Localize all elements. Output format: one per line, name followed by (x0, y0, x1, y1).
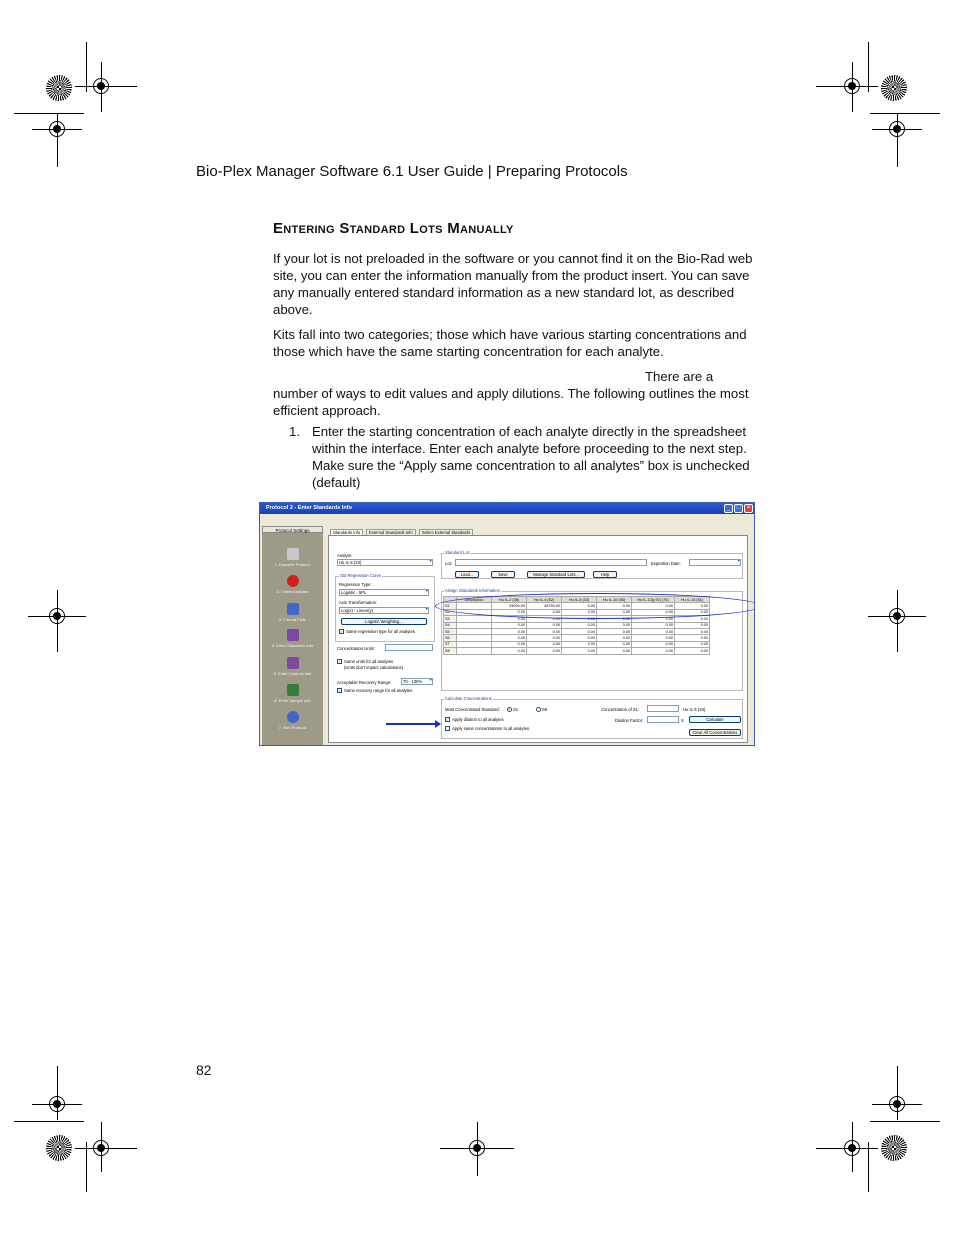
grid-cell[interactable]: 0.00 (597, 628, 632, 634)
grid-cell[interactable]: 0.00 (562, 635, 597, 641)
grid-cell[interactable]: 0.00 (632, 648, 675, 654)
grid-cell[interactable]: 0.00 (597, 648, 632, 654)
tab-standards-info[interactable]: Standards Info (330, 529, 363, 537)
row-header: S3 (444, 616, 457, 622)
radio-s1-label: S1 (513, 707, 519, 712)
recovery-range-select[interactable]: 70 - 130% ▾ (401, 678, 433, 685)
grid-cell[interactable]: 0.00 (527, 635, 562, 641)
minimize-icon[interactable]: _ (724, 504, 733, 513)
grid-cell[interactable]: 0.00 (562, 641, 597, 647)
axis-transformation-select[interactable]: Log(x) - Linear(y) ▾ (339, 607, 429, 614)
same-units-checkbox[interactable]: ✓ (338, 659, 342, 664)
grid-cell[interactable]: 0.00 (492, 635, 527, 641)
tab-external-standards-info[interactable]: External Standards Info (366, 529, 416, 537)
load-button[interactable]: Load... (455, 571, 479, 578)
regression-type-select[interactable]: Logistic - 5PL ▾ (339, 589, 429, 596)
nav-enter-standards[interactable]: 4. Enter Standards Info (262, 629, 323, 648)
clear-all-concentrations-button[interactable]: Clear All Concentrations (689, 729, 741, 736)
nav-enter-sample[interactable]: 6. Enter Sample Info (262, 684, 323, 703)
row-header: S7 (444, 641, 457, 647)
nav-select-analytes[interactable]: 2. Select Analytes (262, 575, 323, 594)
grid-cell[interactable]: 0.00 (675, 635, 710, 641)
grid-cell[interactable]: 0.00 (492, 609, 527, 615)
section-title: Entering Standard Lots Manually (273, 220, 514, 237)
running-header: Bio-Plex Manager Software 6.1 User Guide | Preparing Protocols (196, 163, 628, 180)
grid-cell[interactable]: 0.00 (632, 609, 675, 615)
radio-s8[interactable] (536, 707, 541, 712)
grid-cell[interactable]: 0.00 (527, 628, 562, 634)
save-button[interactable]: Save (491, 571, 515, 578)
grid-header: Hu IL-13 (51) (675, 597, 710, 603)
grid-cell[interactable]: 0.00 (562, 628, 597, 634)
grid-header: Hu IL-10 (56) (597, 597, 632, 603)
row-header: S1 (444, 603, 457, 609)
grid-cell[interactable]: 46750.00 (527, 603, 562, 609)
apply-dilution-label: Apply dilution to all analytes (452, 717, 504, 722)
grid-header: Description (457, 597, 492, 603)
standards-icon (287, 629, 299, 641)
grid-cell[interactable]: 0.00 (632, 628, 675, 634)
radio-s8-label: S8 (542, 707, 548, 712)
grid-cell[interactable]: 0.00 (492, 648, 527, 654)
grid-cell[interactable]: 0.00 (562, 616, 597, 622)
grid-cell[interactable]: 0.00 (492, 641, 527, 647)
grid-cell[interactable]: 0.00 (632, 635, 675, 641)
grid-cell[interactable]: 0.00 (632, 622, 675, 628)
sample-icon (287, 684, 299, 696)
regression-group-label: Std Regression Curve (340, 573, 381, 578)
most-concentrated-label: Most Concentrated Standard: (445, 707, 500, 712)
step-number: 1. (289, 424, 300, 439)
grid-cell[interactable]: 0.00 (527, 641, 562, 647)
grid-cell[interactable]: 0.00 (562, 609, 597, 615)
window-titlebar: Protocol 2 - Enter Standards Info (260, 503, 754, 514)
grid-cell[interactable]: 0.00 (597, 609, 632, 615)
same-regression-label: Same regression type for all analytes (346, 629, 415, 634)
lot-field[interactable] (455, 559, 647, 566)
nav-describe-protocol[interactable]: 1. Describe Protocol (262, 548, 323, 567)
grid-cell[interactable]: 33094.00 (492, 603, 527, 609)
grid-header: Hu IL-2 (38) (492, 597, 527, 603)
table-row (444, 648, 710, 654)
expiration-date-select[interactable] (689, 559, 741, 566)
grid-cell[interactable]: 0.00 (597, 603, 632, 609)
grid-cell[interactable]: 0.00 (597, 622, 632, 628)
dilution-factor-label: Dilution Factor: (615, 718, 644, 723)
clipboard-icon (287, 548, 299, 560)
paragraph-3-rest: number of ways to edit values and apply dilutions. The following outlines the most efficient approach. (273, 386, 749, 418)
grid-cell[interactable]: 0.00 (675, 622, 710, 628)
same-recovery-checkbox[interactable]: ✓ (338, 688, 342, 693)
grid-cell[interactable]: 0.00 (562, 648, 597, 654)
help-button[interactable]: Help (593, 571, 617, 578)
grid-cell[interactable]: 0.00 (527, 616, 562, 622)
row-header: S4 (444, 622, 457, 628)
software-screenshot (259, 502, 755, 746)
grid-cell[interactable]: 0.00 (675, 641, 710, 647)
grid-cell[interactable]: 0.00 (675, 609, 710, 615)
paragraph-1: If your lot is not preloaded in the software or you cannot find it on the Bio-Rad web site, you can enter the information manually from the product insert. You can save any manually entered standard information as a new standard lot, as described above. (273, 251, 753, 317)
grid-cell[interactable]: 0.00 (492, 628, 527, 634)
manage-standard-lots-button[interactable]: Manage Standard Lots... (527, 571, 585, 578)
grid-cell[interactable]: 0.00 (562, 603, 597, 609)
paragraph-3 (273, 368, 756, 419)
expiration-label: Expiration Date: (651, 561, 681, 566)
grid-cell[interactable]: 0.00 (675, 603, 710, 609)
standard-lot-group (441, 553, 743, 579)
same-units-label: Same units for all analytes (344, 659, 394, 664)
step-text: Enter the starting concentration of each analyte directly in the spreadsheet within the interface. Enter each analyte before proceeding to the next step. Make sure the “Apply same concentration to all analytes” box is unchecked (default) (312, 424, 750, 490)
apply-same-concentrations-label: Apply same concentrations to all analytes (452, 726, 530, 731)
concentration-analyte: Hu IL-5 (33) (683, 707, 706, 712)
radio-s1[interactable] (507, 707, 512, 712)
dilution-x: X (681, 718, 684, 723)
grid-cell[interactable]: 0.00 (675, 616, 710, 622)
axis-transformation-label: Axis Transformation: (339, 600, 378, 605)
tab-select-external-standards[interactable]: Select External Standards (419, 529, 473, 537)
apply-same-concentrations-checkbox[interactable] (445, 726, 450, 731)
grid-header: Hu IL-5 (33) (562, 597, 597, 603)
arrow-icon (386, 723, 440, 725)
same-regression-checkbox[interactable]: ✓ (340, 629, 344, 634)
lot-label: Lot: (445, 561, 452, 566)
grid-cell[interactable]: 0.00 (597, 616, 632, 622)
regression-type-label: Regression Type: (339, 582, 372, 587)
grid-cell[interactable] (457, 648, 492, 654)
maximize-icon[interactable]: □ (734, 504, 743, 513)
analyte-select[interactable]: Hu IL-5 (33) ▾ (337, 559, 433, 566)
grid-cell[interactable]: 0.00 (597, 641, 632, 647)
calculate-button[interactable]: Calculate (689, 716, 741, 723)
analytes-icon (287, 575, 299, 587)
logistic-weighting-button[interactable]: Logistic Weighting... (341, 618, 427, 625)
paragraph-2: Kits fall into two categories; those which have various starting concentrations and those which have the same starting concentration for each analyte. (273, 327, 747, 359)
grid-cell[interactable]: 0.00 (597, 635, 632, 641)
grid-cell[interactable]: 0.00 (527, 648, 562, 654)
concentration-of-s1-label: Concentration of S1: (601, 707, 640, 712)
concentration-units-field[interactable] (385, 644, 433, 651)
calculate-group-label: Calculate Concentrations (445, 696, 492, 701)
controls-icon (287, 657, 299, 669)
dilution-factor-field[interactable] (647, 716, 679, 723)
units-note: (Units don't impact calculations) (344, 665, 403, 670)
grid-cell[interactable]: 0.00 (562, 622, 597, 628)
run-icon (287, 711, 299, 723)
grid-header: Hu IL-12(p70) (75) (632, 597, 675, 603)
highlight-ellipse (435, 593, 755, 619)
standard-lot-label: Standard Lot (445, 550, 469, 555)
protocol-settings-title: Protocol Settings (262, 526, 323, 533)
nav-run-protocol[interactable]: 7. Run Protocol (262, 711, 323, 730)
concentration-units-label: Concentration Units: (337, 646, 375, 651)
left-panel (262, 533, 323, 745)
close-icon[interactable]: × (744, 504, 753, 513)
row-header: S5 (444, 628, 457, 634)
grid-cell[interactable]: 0.00 (632, 603, 675, 609)
grid-cell[interactable]: 0.00 (492, 616, 527, 622)
grid-cell[interactable]: 0.00 (632, 616, 675, 622)
nav-enter-controls[interactable]: 5. Enter Controls Info (262, 657, 323, 676)
nav-format-plate[interactable]: 3. Format Plate (262, 603, 323, 622)
assign-standards-label: Assign Standards Information (445, 588, 500, 593)
same-recovery-label: Same recovery range for all analytes (344, 688, 413, 693)
row-header: S8 (444, 648, 457, 654)
page-number: 82 (196, 1062, 212, 1078)
menu-bar (260, 514, 754, 522)
paragraph-3-first-line: There are a (645, 369, 714, 384)
concentration-of-s1-field[interactable] (647, 705, 679, 712)
grid-cell[interactable]: 0.00 (675, 648, 710, 654)
grid-cell[interactable]: 0.00 (527, 622, 562, 628)
row-header: S2 (444, 609, 457, 615)
grid-header: Hu IL-4 (52) (527, 597, 562, 603)
grid-cell[interactable]: 0.00 (632, 641, 675, 647)
plate-icon (287, 603, 299, 615)
row-header: S6 (444, 635, 457, 641)
analyte-label: Analyte: (337, 553, 353, 558)
apply-dilution-checkbox[interactable]: ✓ (446, 717, 450, 722)
grid-cell[interactable]: 0.00 (492, 622, 527, 628)
grid-cell[interactable]: 0.00 (675, 628, 710, 634)
grid-cell[interactable]: 0.00 (527, 609, 562, 615)
recovery-range-label: Acceptable Recovery Range: (337, 680, 392, 685)
